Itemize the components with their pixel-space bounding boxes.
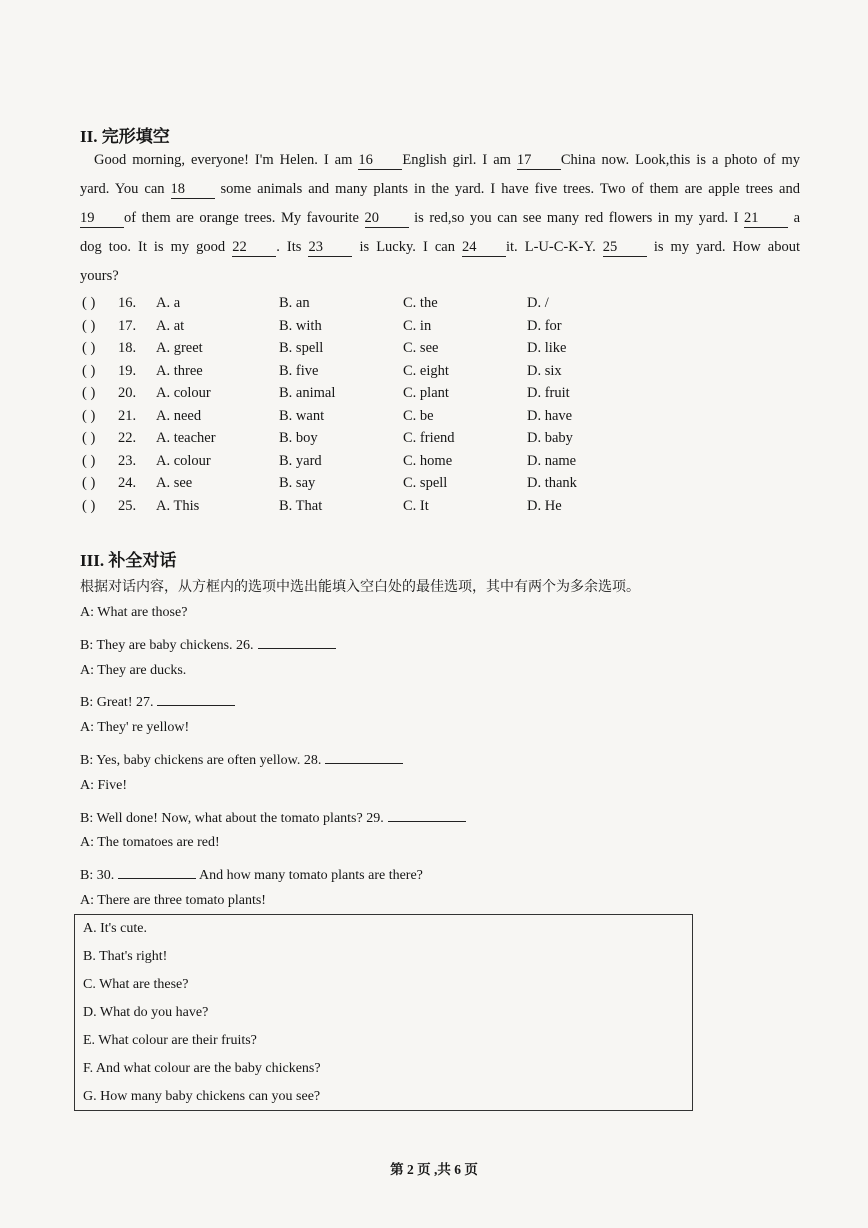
question-number: 24.	[118, 475, 137, 491]
choice-option: F. And what colour are the baby chickens?	[83, 1061, 321, 1076]
question-row	[82, 430, 602, 452]
blank-20: 20	[365, 209, 409, 228]
answer-paren: ( )	[82, 362, 96, 379]
passage-text: yours?	[80, 268, 119, 284]
answer-paren: ( )	[82, 295, 96, 311]
blank-16: 16	[358, 151, 402, 170]
answer-blank	[325, 749, 403, 764]
option-a: A. greet	[156, 340, 203, 356]
option-b: B. spell	[279, 340, 324, 356]
option-d: D. baby	[527, 430, 573, 446]
dialog-line	[80, 720, 189, 736]
option-c: C. in	[403, 317, 432, 334]
passage-text: of them are orange trees. My favourite	[124, 210, 365, 226]
answer-paren: ( )	[82, 497, 96, 514]
question-row	[82, 363, 602, 385]
option-d: D. like	[527, 340, 567, 356]
option-a: A. This	[156, 497, 200, 514]
dialog-text: A: Five!	[80, 777, 128, 793]
dialog-line	[80, 864, 423, 884]
dialog-text: And how many tomato plants are there?	[196, 868, 423, 884]
option-a: A. a	[156, 295, 181, 311]
passage-text: Good morning, everyone! I'm Helen. I am	[94, 152, 359, 168]
section-2-title: II. 完形填空	[80, 127, 170, 146]
option-c: C. plant	[403, 385, 449, 401]
answer-paren: ( )	[82, 407, 96, 424]
choice-option: D. What do you have?	[83, 1005, 209, 1020]
option-c: C. home	[403, 452, 453, 469]
question-row	[82, 475, 602, 497]
option-b: B. yard	[279, 452, 322, 469]
passage-text: some animals and many plants in the yard. I have five trees. Two of them are apple trees and	[214, 181, 800, 197]
question-number: 18.	[118, 340, 137, 356]
dialog-text: A: They' re yellow!	[80, 720, 190, 736]
choice-option: B. That's right!	[83, 949, 168, 964]
question-number: 21.	[118, 407, 137, 424]
question-row	[82, 408, 602, 430]
dialog-text: A: They are ducks.	[80, 662, 187, 678]
question-number: 20.	[118, 385, 137, 401]
option-a: A. need	[156, 407, 202, 424]
passage-text: it. L-U-C-K-Y.	[506, 239, 603, 255]
option-d: D. fruit	[527, 385, 570, 401]
question-row	[82, 340, 602, 362]
cloze-passage	[80, 146, 800, 291]
choice-option: A. It's cute.	[83, 921, 147, 936]
section-3-instruction: 根据对话内容，从方框内的选项中选出能填入空白处的最佳选项，其中有两个为多余选项。	[80, 579, 640, 595]
option-a: A. colour	[156, 385, 211, 401]
dialog-line	[80, 605, 187, 621]
answer-blank	[388, 807, 466, 822]
passage-text: China now. Look,this is a photo of my	[560, 152, 800, 168]
option-d: D. /	[527, 295, 549, 311]
option-b: B. want	[279, 407, 325, 424]
passage-text: is my yard. How about	[646, 239, 800, 255]
blank-19: 19	[80, 209, 124, 228]
blank-18: 18	[171, 180, 215, 199]
dialog-line	[80, 691, 235, 711]
answer-blank	[157, 691, 235, 706]
option-d: D. six	[527, 362, 562, 379]
option-c: C. friend	[403, 430, 455, 446]
choice-option: C. What are these?	[83, 977, 189, 992]
dialog-text: B: They are baby chickens. 26.	[80, 637, 254, 653]
option-b: B. animal	[279, 385, 336, 401]
option-b: B. boy	[279, 430, 318, 446]
option-b: B. say	[279, 475, 316, 491]
options-box	[74, 914, 693, 1111]
option-d: D. thank	[527, 475, 577, 491]
passage-line	[80, 233, 800, 262]
dialog-line	[80, 778, 127, 794]
question-row	[82, 498, 602, 520]
section-3-title: III. 补全对话	[80, 551, 177, 570]
choice-option: E. What colour are their fruits?	[83, 1033, 257, 1048]
question-row	[82, 295, 602, 317]
question-number: 22.	[118, 430, 137, 446]
option-c: C. the	[403, 295, 438, 311]
passage-text: is red,so you can see many red flowers in my yard. I	[408, 210, 745, 226]
dialog-text: A: What are those?	[80, 605, 188, 620]
page-footer: 第 2 页 ,共 6 页	[390, 1162, 478, 1177]
dialog-text: B: Great! 27.	[80, 695, 154, 711]
option-a: A. colour	[156, 452, 211, 469]
passage-text: . Its	[276, 239, 309, 255]
option-c: C. spell	[403, 475, 448, 491]
passage-line	[80, 262, 800, 291]
question-row	[82, 385, 602, 407]
question-number: 25.	[118, 497, 137, 514]
option-d: D. have	[527, 407, 573, 424]
option-a: A. see	[156, 475, 193, 491]
question-number: 16.	[118, 295, 137, 311]
passage-text: yard. You can	[80, 181, 171, 197]
option-c: C. It	[403, 497, 429, 514]
passage-text: is Lucky. I can	[352, 239, 462, 255]
answer-paren: ( )	[82, 317, 96, 334]
option-a: A. teacher	[156, 430, 216, 446]
dialog-text: B: Well done! Now, what about the tomato plants? 29.	[80, 810, 384, 826]
blank-17: 17	[517, 151, 561, 170]
option-b: B. That	[279, 497, 323, 514]
passage-text: English girl. I am	[402, 152, 517, 168]
question-row	[82, 453, 602, 475]
dialog-text: B: 30.	[80, 868, 115, 884]
question-number: 23.	[118, 452, 137, 469]
option-d: D. for	[527, 317, 562, 334]
question-number: 19.	[118, 362, 137, 379]
answer-blank	[258, 634, 336, 649]
blank-24: 24	[462, 238, 506, 257]
blank-21: 21	[744, 209, 788, 228]
dialog-line	[80, 835, 220, 851]
option-c: C. be	[403, 407, 434, 424]
dialog-text: A: There are three tomato plants!	[80, 893, 266, 908]
option-d: D. He	[527, 497, 562, 514]
answer-paren: ( )	[82, 475, 96, 491]
passage-text: dog too. It is my good	[80, 239, 233, 255]
passage-line	[80, 146, 800, 175]
option-b: B. five	[279, 362, 319, 379]
blank-25: 25	[603, 238, 647, 257]
question-number: 17.	[118, 317, 137, 334]
choice-option: G. How many baby chickens can you see?	[83, 1089, 321, 1104]
option-c: C. see	[403, 340, 439, 356]
dialog-text: A: The tomatoes are red!	[80, 835, 220, 851]
answer-blank	[118, 864, 196, 879]
dialog-line	[80, 893, 266, 909]
option-b: B. an	[279, 295, 310, 311]
dialog-line	[80, 749, 403, 769]
answer-paren: ( )	[82, 385, 96, 401]
blank-22: 22	[232, 238, 276, 257]
question-row	[82, 318, 602, 340]
answer-paren: ( )	[82, 430, 96, 446]
passage-line	[80, 204, 800, 233]
dialog-line	[80, 663, 186, 679]
option-d: D. name	[527, 452, 577, 469]
passage-line	[80, 175, 800, 204]
option-b: B. with	[279, 317, 322, 334]
blank-23: 23	[308, 238, 352, 257]
dialog-text: B: Yes, baby chickens are often yellow. 28.	[80, 753, 322, 768]
dialog-line	[80, 807, 466, 827]
option-a: A. three	[156, 362, 203, 379]
passage-text: a	[788, 210, 800, 226]
answer-paren: ( )	[82, 452, 96, 469]
option-a: A. at	[156, 317, 185, 334]
option-c: C. eight	[403, 362, 449, 379]
dialog-line	[80, 634, 336, 654]
answer-paren: ( )	[82, 340, 96, 356]
